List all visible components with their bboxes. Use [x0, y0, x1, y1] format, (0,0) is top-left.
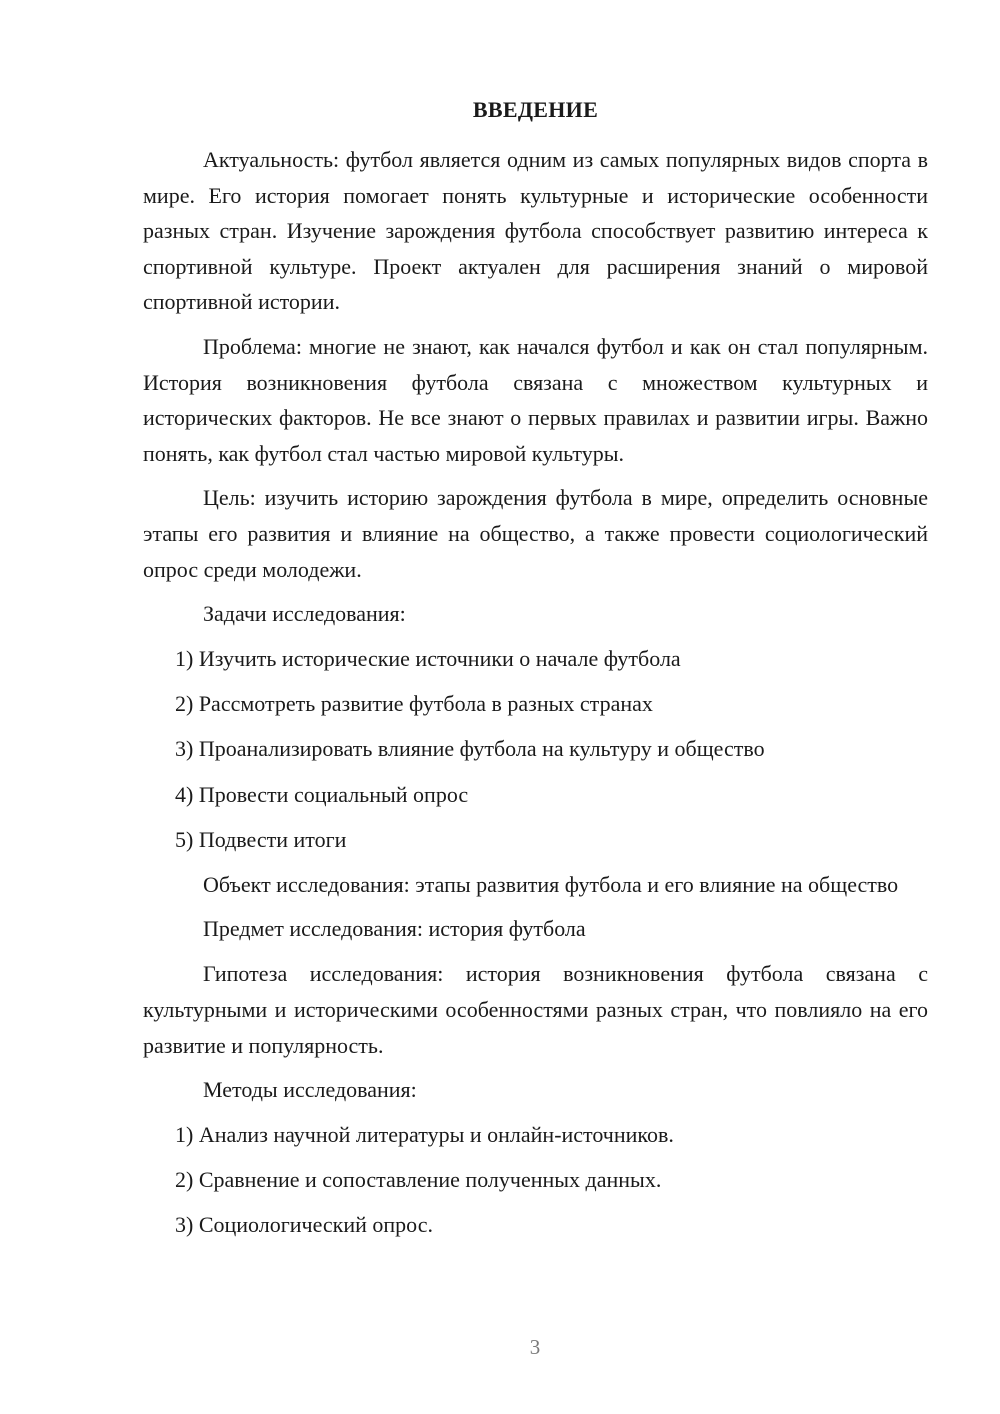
methods-list [143, 1117, 928, 1243]
task-item: 3) Проанализировать влияние футбола на культуру и общество [175, 736, 765, 762]
hypothesis-paragraph: Гипотеза исследования: история возникновения футбола связана с культурными и историческими особенностями разных стран, что повлияло на его развитие и популярность. [143, 961, 928, 1058]
object-paragraph: Объект исследования: этапы развития футбола и его влияние на общество [203, 871, 899, 897]
page-number: 3 [529, 1335, 541, 1359]
goal-paragraph: Цель: изучить историю зарождения футбола в мире, определить основные этапы его развития и влияние на общество, а также провести социологический опрос среди молодежи. [143, 485, 928, 582]
task-item: 1) Изучить исторические источники о начале футбола [175, 646, 681, 672]
method-item: 1) Анализ научной литературы и онлайн-источников. [175, 1122, 674, 1148]
relevance-paragraph: Актуальность: футбол является одним из самых популярных видов спорта в мире. Его история помогает понять культурные и исторические особенности разных стран. Изучение зарождения футбола способствует развитию интереса к спортивной культуре. Проект актуален для расширения знаний о мировой спортивной истории. [143, 147, 928, 315]
task-item: 5) Подвести итоги [175, 826, 347, 852]
task-item: 2) Рассмотреть развитие футбола в разных странах [175, 691, 653, 717]
subject-paragraph: Предмет исследования: история футбола [203, 916, 586, 942]
tasks-list [143, 641, 928, 857]
methods-heading: Методы исследования: [203, 1077, 417, 1103]
document-page [143, 92, 928, 1253]
problem-paragraph: Проблема: многие не знают, как начался футбол и как он стал популярным. История возникновения футбола связана с множеством культурных и исторических факторов. Не все знают о первых правилах и развитии игры. Важно понять, как футбол стал частью мировой культуры. [143, 333, 928, 466]
page-title: ВВЕДЕНИЕ [472, 97, 599, 122]
task-item: 4) Провести социальный опрос [175, 781, 469, 807]
method-item: 2) Сравнение и сопоставление полученных данных. [175, 1167, 662, 1193]
method-item: 3) Социологический опрос. [175, 1212, 433, 1238]
tasks-heading: Задачи исследования: [203, 601, 406, 627]
